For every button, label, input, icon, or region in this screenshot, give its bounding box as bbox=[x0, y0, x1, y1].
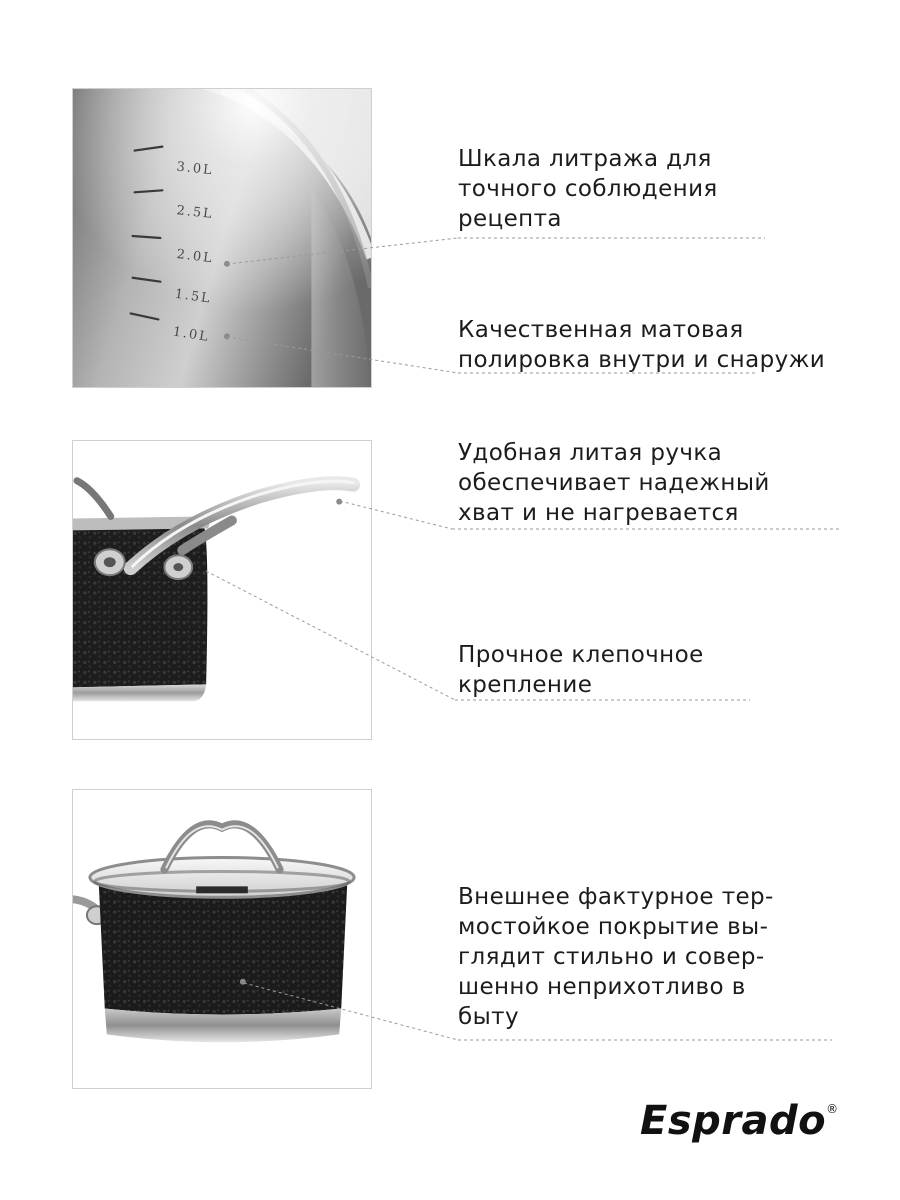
feature-cast-handle bbox=[458, 438, 770, 528]
scale-closeup-image bbox=[72, 88, 372, 388]
feature-line: шенно неприхотливо в bbox=[458, 974, 746, 1000]
handle-closeup-image bbox=[72, 440, 372, 740]
feature-line: быту bbox=[458, 1004, 519, 1030]
feature-line: полировка внутри и снаружи bbox=[458, 347, 826, 373]
feature-coating bbox=[458, 882, 774, 1032]
saucepan-image bbox=[72, 789, 372, 1089]
scale-mark-3: 3.0L bbox=[175, 159, 215, 179]
feature-line: обеспечивает надежный bbox=[458, 470, 770, 496]
scale-mark-2-5: 2.5L bbox=[175, 203, 215, 223]
scale-mark-2: 2.0L bbox=[175, 246, 215, 267]
saucepan-image-art bbox=[73, 790, 371, 1088]
feature-volume-scale bbox=[458, 144, 718, 234]
feature-line: глядит стильно и совер- bbox=[458, 944, 765, 970]
measuring-scale-image bbox=[73, 89, 371, 387]
feature-line: Шкала литража для bbox=[458, 146, 712, 172]
scale-mark-1-5: 1.5L bbox=[173, 286, 213, 307]
feature-rivets bbox=[458, 640, 704, 700]
brand-name: Esprado bbox=[640, 1098, 827, 1144]
feature-line: Удобная литая ручка bbox=[458, 440, 723, 466]
feature-line: рецепта bbox=[458, 206, 562, 232]
feature-line: крепление bbox=[458, 672, 593, 698]
scale-mark-1: 1.0L bbox=[171, 324, 211, 346]
brand-logo bbox=[640, 1098, 839, 1144]
feature-line: Прочное клепочное bbox=[458, 642, 704, 668]
feature-line: Качественная матовая bbox=[458, 317, 744, 343]
brand-registered-mark: ® bbox=[826, 1102, 839, 1116]
feature-line: хват и не нагревается bbox=[458, 500, 739, 526]
feature-line: мостойкое покрытие вы- bbox=[458, 914, 769, 940]
feature-line: Внешнее фактурное тер- bbox=[458, 884, 774, 910]
feature-line: точного соблюдения bbox=[458, 176, 718, 202]
pan-handle-image bbox=[73, 441, 371, 739]
feature-matte-polish bbox=[458, 315, 825, 375]
